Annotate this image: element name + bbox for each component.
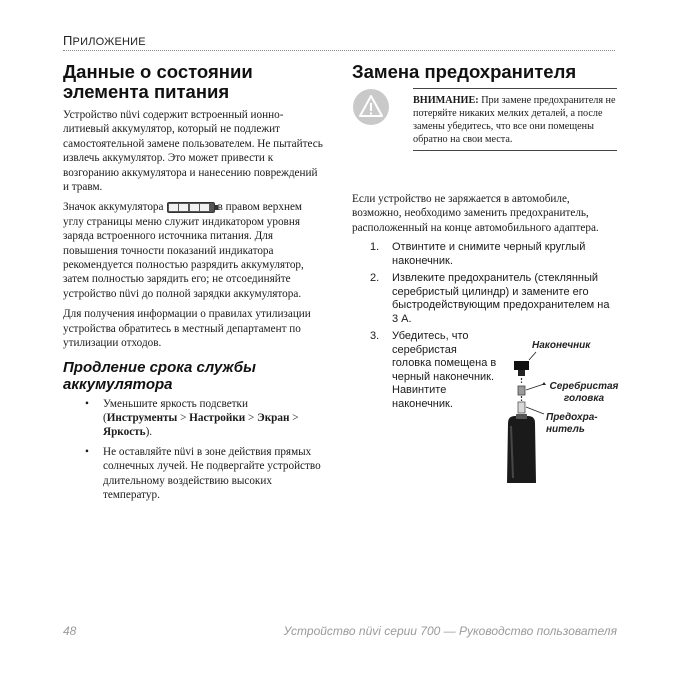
header-divider: [63, 50, 615, 51]
battery-info-title: Данные о состоянии элемента питания: [63, 61, 253, 102]
list-item: 3. Убедитесь, что серебристая головка помещена в черный наконечник. Навинтите наконечник.: [370, 330, 497, 410]
fuse-replacement-title: Замена предохранителя: [352, 61, 577, 82]
warning-block: [352, 88, 617, 168]
list-item: 2. Извлеките предохранитель (стеклянный серебристый цилиндр) и замените его быстродействующим предохранителем на 3 А.: [370, 272, 610, 325]
list-item: • Не оставляйте nüvi в зоне действия прямых солнечных лучей. Не подвергайте устройство длительному воздействию высоких температур.: [85, 445, 321, 501]
fuse-diagram: [480, 338, 620, 488]
list-item: • Уменьшите яркость подсветки (Инструменты > Настройки > Экран > Яркость).: [85, 397, 299, 439]
battery-paragraph-1: Устройство nüvi содержит встроенный ионно-литиевый аккумулятор, который не подлежит самостоятельной замене пользователем. Не пытайтесь извлечь аккумулятор. Это может привести к возгоранию аккумулятора и нанесению повреждений и травм.: [63, 109, 323, 194]
label-silver-head: Серебристая головка: [549, 381, 619, 404]
left-column: [63, 62, 325, 507]
battery-icon: [167, 202, 215, 213]
battery-tips-list: [63, 397, 325, 503]
page-number: 48: [63, 624, 77, 638]
fuse-intro: Если устройство не заряжается в автомобиле, возможно, необходимо заменить предохранитель, расположенный на конце автомобильного адаптера.: [352, 193, 599, 234]
list-item: 1. Отвинтите и снимите черный круглый наконечник.: [370, 241, 586, 267]
battery-paragraph-2: Значок аккумулятора в правом верхнем углу страницы меню служит индикатором уровня заряда встроенного источника питания. Для повышения точности показаний индикатора рекомендуется полностью разрядить аккумулятор, затем полностью зарядить его; не отсоединяйте устройство nüvi до полной зарядки аккумулятора.: [63, 201, 304, 300]
footer-title: Устройство nüvi серии 700 — Руководство пользователя: [283, 624, 617, 638]
section-header: ПРИЛОЖЕНИЕ: [63, 33, 146, 48]
warning-text-box: ВНИМАНИЕ: При замене предохранителя не потеряйте никаких мелких деталей, а после замены убедитесь, что все они помещены обратно на свои места.: [413, 88, 617, 151]
warning-icon: [352, 88, 390, 126]
battery-paragraph-3: Для получения информации о правилах утилизации устройства обратитесь в местный департамент по утилизации отходов.: [63, 308, 311, 350]
battery-life-subtitle: Продление срока службы аккумулятора: [63, 358, 256, 393]
label-tip: Наконечник: [532, 340, 591, 351]
label-fuse: Предохра-нитель: [546, 412, 598, 435]
